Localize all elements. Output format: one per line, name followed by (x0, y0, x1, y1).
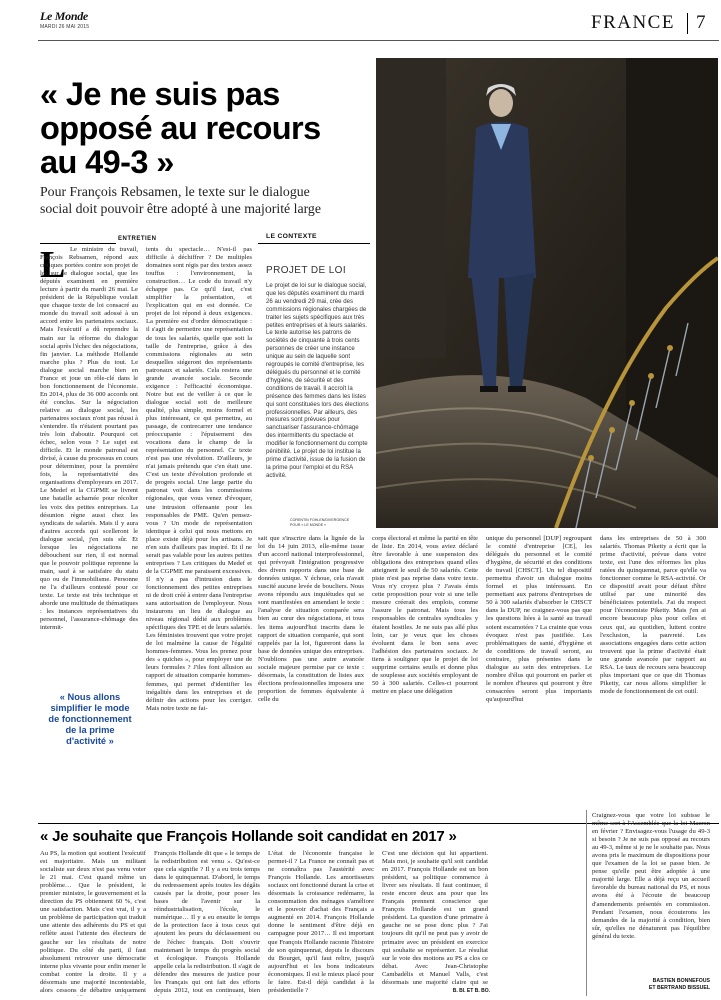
article-column-4 (372, 535, 478, 818)
masthead-date: MARDI 26 MAI 2015 (40, 24, 90, 30)
headline-line: « Je ne suis pas (40, 76, 280, 112)
article-text: Le ministre du travail, François Rebsamen, répond aux critiques portées contre son projet de loi sur le dialogue social, que les députés examinent en première lecture à partir du mardi 26 mai. Le président de la République voulait que chaque texte de loi consacré au monde du travail soit adossé à un accord entre les partenaires sociaux. Mais l'exécutif a dû reprendre la main sur la réforme du dialogue social après l'échec des négociations, fin janvier. La méthode Hollande marche plus ? Plus du tout. Le dialogue social marche bien en France et joue un rôle-clé dans le bon fonctionnement de l'économie. En 2014, plus de 36 000 accords ont été conclus. Sur la négociation relative au dialogue social, les partenaires sociaux n'ont pas réussi à s'entendre. Ils n'étaient pourtant pas très loin d'aboutir. Pourquoi cet échec, selon vous ? Le sujet est difficile. Et le monde patronal est divisé, à cause du processus en cours pour déterminer, pour la première fois, la représentativité des organisations d'employeurs en 2017. Le Medef et la CGPME se livrent une bataille acharnée pour récolter les voix des petites entreprises. La désunion règne aussi chez les syndicats de salariés. Mais il y aura d'autres accords qui scelleront le dialogue social, j'en suis sûr. Et lorsque les négociations ne débouchent sur rien, il est normal que le pouvoir politique reprenne la main, sauf à se satisfaire du statu quo ou de l'immobilisme. Personne ne l'a d'ailleurs contesté pour ce texte. Le texte est très technique et aborde une multitude de thématiques : les instances représentatives du personnel, l'assurance-chômage des intermit- (40, 246, 138, 632)
interview-signoff: B. BI. ET B. BO. (452, 988, 490, 994)
article-text: Au PS, la motion qui soutient l'exécutif est majoritaire. Mais un militant socialiste sur deux n'est pas venu voter le 21 mai. C'est quand même un problème… Que le président, le premier ministre, le gouvernement et la direction du PS obtiennent 60 %, c'est une satisfaction. Mais c'est vrai, il y a un problème de participation qui traduit une attente des adhérents du PS et qui reflète aussi l'attente des électeurs de gauche sur les résultats de notre politique. Du côté du parti, il faut absolument retrouver une démocratie interne plus vivante pour enfin mener le combat contre la droite. Il y a désormais une majorité incontestable, alors cessons de débattre uniquement (40, 850, 146, 994)
article-text: sait que s'inscrire dans la lignée de la loi du 14 juin 2013, elle-même issue d'un accord national interprofessionnel, qui prévoyait l'intégration progressive des divers rapports dans une base de données unique. Y échoue, cela n'avait suscité aucune levée de boucliers. Nous avons répondu aux inquiétudes qui se sont manifestées en amendant le texte : l'analyse de situation comparée sera bien au cœur des négociations, et tous les items aujourd'hui inscrits dans le rapport de situation comparée, qui sont rappelés par la loi, figureront dans la base de données unique des entreprises. N'oublions pas une autre avancée sociale majeure permise par ce texte : désormais, la constitution de listes aux élections professionnelles imposera une proportion de femmes équivalente à celle du (258, 535, 364, 703)
article-text: unique du personnel [DUP] regroupant le comité d'entreprise [CE], les délégués du personnel et le comité d'hygiène, de sécurité et des conditions de travail [CHSCT]. Un tel dispositif permettra d'avoir un dialogue moins formel et plus intéressant. En permettant aux patrons d'entreprises de 50 à 300 salariés d'absorber le CHSCT dans la DUP, ne craignez-vous pas que les questions liées à la santé au travail soient escamotées ? La crainte que vous évoquez n'est pas justifiée. Les problématiques de santé, d'hygiène et de conditions de travail seront, au contraire, plus présentes dans le dialogue au sein des entreprises. Le nombre d'élus qui pourront en parler et le nombre d'heures qui pourront y être consacrées seront plus importants qu'aujourd'hui (486, 535, 592, 703)
photo-credit-line: CORENTIN FOHLEN/DIVERGENCE (290, 518, 350, 522)
article-text: tents du spectacle… N'est-il pas difficile à déchiffrer ? De multiples domaines sont régis par des textes assez touffus : l'environnement, la construction… Le code du travail n'y échappe pas. Ce qu'il faut, c'est simplifier la présentation, et l'explication qui en est donnée. Ce projet de loi répond à deux exigences. La première est d'ordre démocratique : il s'agit de permettre une représentation de tous les salariés, quelle que soit la taille de l'entreprise, grâce à des commissions régionales au sein desquelles siégeront des représentants patronaux et salariés. Cela restera une grande avancée sociale. Seconde exigence : l'efficacité économique. Notre but est de veiller à ce que le dialogue social soit de meilleure qualité, plus simple, moins formel et plus intéressant, ce qui permettra, au passage, de contrecarrer une tendance préoccupante : l'épuisement des vocations dans le champ de la représentation du personnel. Ce texte n'est pas une révolution. D'ailleurs, je n'ai jamais prétendu que c'en était une. C'est un texte d'évolution profonde et de progrès social. Une large partie du patronat voit dans les commissions régionales, que vous venez d'évoquer, une intrusion offensante pour les responsables de PME. Qu'en pensez-vous ? Un mode de représentation identique à celui qui nous mettons en place existe déjà pour les artisans. Je n'en suis d'ailleurs pas inspiré. Et il ne serait pas valable pour les autres petites entreprises ? Les critiques du Medef et de la CGPME me paraissent excessives. Il n'y a pas d'intrusion dans le fonctionnement des petites entreprises ni de droit créé à entrer dans l'entreprise sans autorisation de l'employeur. Nous instaurons un lieu de dialogue au niveau régional dédié aux problèmes spécifiques des TPE et de leurs salariés. Les féministes trouvent que votre projet de loi malmène la cause de l'égalité hommes-femmes. Vous les prenez pour des « quiches », pour employer une de leurs formules ? J'iles font allusion au rapport de situation comparée hommes-femmes, qui permet d'identifier les inégalités dans les entreprises et de définir des actions pour les corriger. Mais notre texte ne fai- (146, 246, 252, 712)
page-number: 7 (696, 12, 706, 33)
photo-credit-line: POUR « LE MONDE » (290, 523, 327, 527)
context-rule (258, 243, 370, 244)
article-column-6 (600, 535, 706, 818)
bottom-column-1 (40, 850, 146, 996)
bottom-column-5 (592, 812, 710, 974)
article-column-5 (486, 535, 592, 818)
article-text: François Hollande dit que « le temps de la redistribution est venu ». Qu'est-ce que cela signifie ? Il y a eu trois temps dans le quinquennat. D'abord, le temps du redressement après toutes les dégâts causés par la droite, pour poser les bases de l'avenir sur la réindustrialisation, l'école, le numérique… Il y a eu ensuite le temps de la protection face à tous ceux qui ajoutent les peurs du déclassement ou de l'échec français. Doit s'ouvrir maintenant le temps du progrès social et écologique. François Hollande appelle cela la redistribution. Il s'agit de défendre des mesures de justice pour les Français qui ont fait des efforts depuis 2012, tout en continuant, bien (154, 850, 260, 994)
bottom-sidebar-rule (586, 810, 587, 996)
masthead-rule (38, 40, 719, 41)
section-divider (687, 13, 688, 34)
context-label: LE CONTEXTE (266, 233, 317, 240)
context-heading: PROJET DE LOI (266, 265, 347, 276)
bottom-column-3 (268, 850, 374, 996)
article-column-1 (40, 246, 138, 728)
subhead-line: Pour François Rebsamen, le texte sur le dialogue (40, 184, 310, 199)
article-text: Craignez-vous que votre loi subisse le même sort à l'Assemblée que la loi Macron en février ? Envisagez-vous l'usage du 49-3 si besoin ? Je ne suis pas opposé au recours au 49-3, même si je ne le souhaite pas. Nous avons pris le maximum de dispositions pour que l'examen de la loi se passe bien. Je pense qu'elle peut être adoptée à une majorité large. Elle a déjà reçu un accueil favorable du bureau national du PS, et nous avons été à l'écoute de beaucoup d'amendements présentés en commission. Pendant l'examen, nous écouterons les demandes de la majorité à condition, bien sûr, qu'elles ne dénaturent pas l'équilibre général du texte. (592, 812, 710, 940)
article-column-3 (258, 535, 364, 818)
masthead-logo: Le Monde (40, 9, 88, 23)
article-text: C'est une décision qui lui appartient. Mais moi, je souhaite qu'il soit candidat en 2017. François Hollande est un bon président, sa politique commence à livrer ses résultats. Il faut continuer, il reste encore deux ans pour que les Français prennent conscience que François Hollande est un grand président. La question d'une primaire à gauche ne se pose donc plus ? J'ai toujours dit qu'il ne peut pas y avoir de primaire avec un président en exercice qui souhaite se représenter. Le résultat sur le vote des motions au PS a clos ce débat. Avec Jean-Christophe Cambadélis et Manuel Valls, c'est désormais une majorité claire qui se (382, 850, 488, 986)
headline-line: opposé au recours (40, 110, 321, 146)
context-body (266, 282, 370, 528)
drop-cap: L (40, 244, 66, 286)
section-label: FRANCE (591, 12, 675, 33)
context-text: Le projet de loi sur le dialogue social, que les députés examinent du mardi 26 au vendredi 29 mai, crée des commissions régionales chargées de traiter les sujets spécifiques aux très petites entreprises et à leurs salariés. Le texte autorise les patrons de sociétés de cinquante à trois cents personnes de créer une instance unique au sein de laquelle sont regroupés le comité d'entreprise, les délégués du personnel et le comité d'hygiène, de sécurité et des conditions de travail. Il accroît la présence des femmes dans les listes qui sont constituées lors des élections professionnelles. Par ailleurs, des mesures sont prévues pour sanctuariser l'assurance-chômage des intermittents du spectacle et modifier le fonctionnement du compte pénibilité. Le projet de loi institue la prime d'activité, issue de la fusion de la prime pour l'emploi et du RSA activité. (266, 282, 369, 479)
byline (592, 978, 710, 992)
headline-line: au 49-3 » (40, 144, 174, 180)
article-text: L'état de l'économie française le permet-il ? La France ne connaît pas et ne connaîtra pas l'austérité avec François Hollande. Les amortisseurs sociaux ont fonctionné durant la crise et désormais la croissance redémarre, la consommation des ménages s'améliore et le pouvoir d'achat des Français a augmenté en 2014. François Hollande donne le sentiment d'être déjà en campagne pour 2017… Il est important que François Hollande raconte l'histoire de son quinquennat, depuis le discours du Bourget, qu'il faut relire, jusqu'à aujourd'hui et les bons indicateurs économiques. Il est le mieux placé pour le faire. Est-il déjà candidat à la présidentielle ? (268, 850, 374, 994)
byline-line: ET BERTRAND BISSUEL (648, 985, 710, 991)
kicker-label: ENTRETIEN (118, 236, 157, 242)
article-text: dans les entreprises de 50 à 300 salariés. Thomas Piketty a écrit que la prime d'activité, prévue dans votre texte, est l'une des réformes les plus ratées du quinquennat, parce qu'elle va fonctionner comme le RSA-activité. Or ce dispositif avait pour défaut d'être utilisé par une minorité des bénéficiaires potentiels. J'ai du respect pour l'économiste Piketty. Mais j'en ai encore beaucoup plus pour celles et ceux qui, au quotidien, luttent contre l'exclusion, la pauvreté. Les associations engagées dans cette action trouvent que la prime d'activité était une grande avancée par rapport au RSA. Le taux de recours sera beaucoup plus important que ce que dit Thomas Piketty, car nous allons simplifier le mode de fonctionnement de cet outil. (600, 535, 706, 695)
pull-quote: « Nous allons simplifier le mode de fonctionnement de la prime d'activité » (48, 692, 132, 746)
bottom-headline: « Je souhaite que François Hollande soit candidat en 2017 » (40, 828, 457, 845)
page-title (40, 77, 370, 179)
bottom-column-2 (154, 850, 260, 996)
article-column-2 (146, 246, 252, 818)
subhead-line: social doit pouvoir être adopté à une majorité large (40, 201, 321, 216)
subheadline (40, 183, 375, 217)
article-text: corps électoral et même la parité en tête de liste. En 2014, vous aviez déclaré être favorable à une suspension des obligations des entreprises quand elles atteignent le seuil de 50 salariés. Cette piste n'est pas reprise dans votre texte. Vous n'y croyez plus ? J'avais émis cette proposition pour voir si une telle mesure créerait des emplois, comme l'assure le patronat. Mais tous les responsables de centrales syndicales y étaient hostiles. Je ne suis pas allé plus loin, car je veux que les choses évoluent dans le bon sens avec l'adhésion des partenaires sociaux. Je tiens à souligner que le projet de loi supprime certains seuils et donne plus de souplesse aux sociétés employant de 50 à 300 salariés. Celles-ci pourront mettre en place une délégation (372, 535, 478, 695)
portrait-photo (376, 58, 718, 528)
staircase-photo-illustration (376, 58, 718, 528)
bottom-column-4 (382, 850, 488, 986)
byline-line: BASTIEN BONNEFOUS (652, 978, 710, 984)
